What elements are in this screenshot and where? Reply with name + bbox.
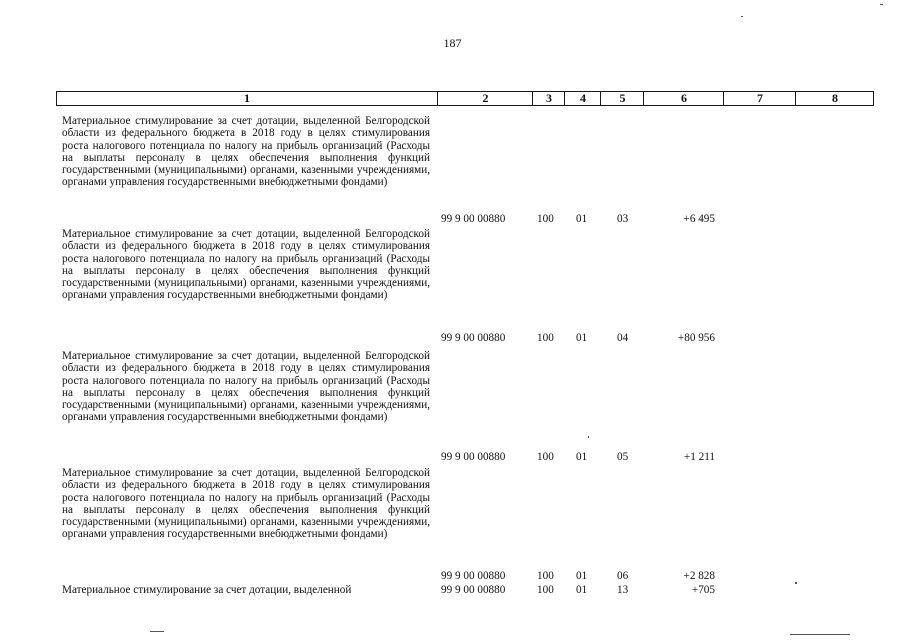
row-col3: 100 [537,213,554,225]
scan-speck [880,4,883,5]
row-col5: 03 [617,213,629,225]
row-amount: +2 828 [683,570,715,582]
table-header [56,91,874,106]
row-col5: 05 [617,451,629,463]
row-col4: 01 [576,332,588,344]
column-header-2: 2 [437,92,533,105]
row-col4: 01 [576,213,588,225]
column-header-5: 5 [600,92,644,105]
page-number: 187 [443,36,462,50]
row-col3: 100 [537,584,554,596]
row-col3: 100 [537,570,554,582]
row-code: 99 9 00 00880 [441,213,506,225]
row-amount: +705 [691,584,715,596]
scan-speck [795,582,797,584]
row-description: Материальное стимулирование за счет дотации, выделенной [62,584,352,596]
row-amount: +1 211 [683,451,715,463]
row-col3: 100 [537,332,554,344]
row-col4: 01 [576,451,588,463]
row-description: Материальное стимулирование за счет дотации, выделенной Белгородской области из федерального бюджета в 2018 году в целях стимулирования роста налогового потенциала по налогу на прибыль организаций (Расходы на выплаты персоналу в целях обеспечения выполнения функций государственными (муниципальными) органами, казенными учреждениями, органами управления государственными внебюджетными фондами) [62,228,430,302]
column-header-1: 1 [244,91,250,105]
row-code: 99 9 00 00880 [441,332,506,344]
row-col3: 100 [537,451,554,463]
column-header-4: 4 [564,92,601,105]
row-code: 99 9 00 00880 [441,570,506,582]
row-code: 99 9 00 00880 [441,451,506,463]
row-description: Материальное стимулирование за счет дотации, выделенной Белгородской области из федерального бюджета в 2018 году в целях стимулирования роста налогового потенциала по налогу на прибыль организаций (Расходы на выплаты персоналу в целях обеспечения выполнения функций государственными (муниципальными) органами, казенными учреждениями, органами управления государственными внебюджетными фондами) [62,115,430,189]
scan-speck [790,634,850,635]
column-header-3: 3 [532,92,565,105]
row-amount: +80 956 [677,332,715,344]
row-col4: 01 [576,584,588,596]
scan-speck [741,16,743,17]
row-col5: 06 [617,570,629,582]
column-header-6: 6 [643,92,724,105]
row-amount: +6 495 [683,213,715,225]
column-header-8: 8 [795,92,874,105]
row-description: Материальное стимулирование за счет дотации, выделенной Белгородской области из федерального бюджета в 2018 году в целях стимулирования роста налогового потенциала по налогу на прибыль организаций (Расходы на выплаты персоналу в целях обеспечения выполнения функций государственными (муниципальными) органами, казенными учреждениями, органами управления государственными внебюджетными фондами) [62,350,430,424]
scan-speck [150,631,164,632]
column-header-7: 7 [723,92,796,105]
row-code: 99 9 00 00880 [441,584,506,596]
row-col5: 13 [617,584,629,596]
scan-speck [588,436,589,438]
row-col4: 01 [576,570,588,582]
row-col5: 04 [617,332,629,344]
row-description: Материальное стимулирование за счет дотации, выделенной Белгородской области из федерального бюджета в 2018 году в целях стимулирования роста налогового потенциала по налогу на прибыль организаций (Расходы на выплаты персоналу в целях обеспечения выполнения функций государственными (муниципальными) органами, казенными учреждениями, органами управления государственными внебюджетными фондами) [62,467,430,541]
